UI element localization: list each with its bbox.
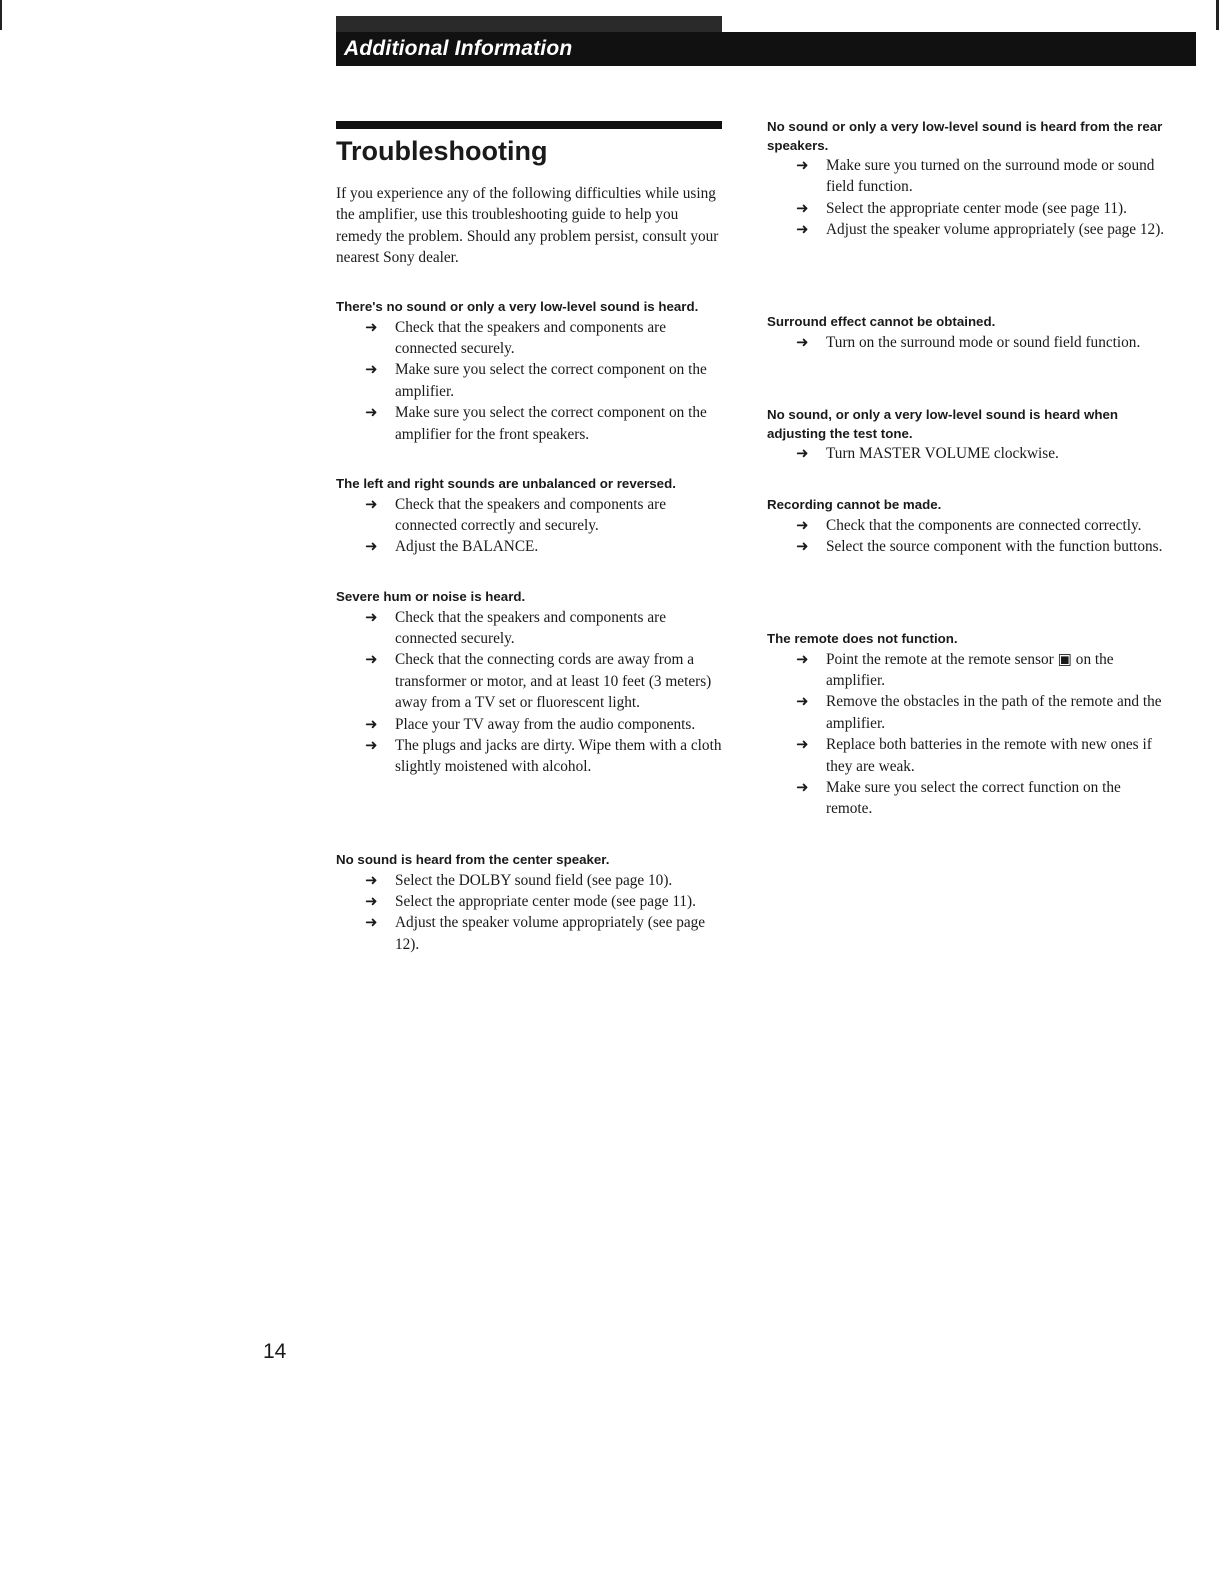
remedy-item [336,402,730,445]
arrow-icon: ➜ [796,220,809,239]
remedy-item [767,198,1167,219]
remedy-text: Remove the obstacles in the path of the remote and the amplifier. [826,693,1162,732]
remedy-item [767,515,1167,536]
arrow-icon: ➜ [796,692,809,711]
arrow-icon: ➜ [365,537,378,556]
arrow-icon: ➜ [365,607,378,626]
remedy-text: Place your TV away from the audio components. [395,715,696,733]
trouble-heading: Recording cannot be made. [767,497,942,512]
trouble-block-test-tone [767,406,1167,464]
remedy-item [767,332,1167,353]
arrow-icon: ➜ [796,444,809,462]
arrow-icon: ➜ [365,714,378,733]
remedy-text: Check that the connecting cords are away from a transformer or motor, and at least 10 feet (3 meters) away from a TV set or fluorescent light. [395,651,712,712]
trouble-heading: Surround effect cannot be obtained. [767,314,996,329]
remedy-text: Adjust the speaker volume appropriately (see page 12). [826,221,1165,239]
remedy-text: Adjust the speaker volume appropriately (see page 12). [395,914,706,953]
remedy-item [336,891,730,912]
intro-paragraph: If you experience any of the following difficulties while using the amplifier, use this troubleshooting guide to help you remedy the problem. Should any problem persist, consult your nearest Sony dealer. [336,185,719,267]
trouble-heading: No sound is heard from the center speaker. [336,852,610,867]
remedy-text: Check that the speakers and components are connected securely. [395,318,666,357]
remedy-item [336,317,730,360]
trouble-heading: There's no sound or only a very low-level sound is heard. [336,299,699,314]
arrow-icon: ➜ [796,515,809,534]
remedy-item [767,649,1167,692]
remedy-text: Select the DOLBY sound field (see page 10). [395,871,673,889]
remedy-item [767,536,1167,557]
remedy-text: Turn on the surround mode or sound field function. [826,333,1141,351]
section-title: Troubleshooting [336,136,548,166]
remedy-item [336,649,730,713]
trouble-heading: The left and right sounds are unbalanced or reversed. [336,476,676,491]
trouble-heading: No sound, or only a very low-level sound is heard when adjusting the test tone. [767,407,1118,441]
arrow-icon: ➜ [365,735,378,754]
remedy-text: Make sure you select the correct function on the remote. [826,778,1121,818]
remedy-item [767,443,1167,464]
remedy-item [767,734,1167,777]
arrow-icon: ➜ [796,332,809,351]
remedy-text: Point the remote at the remote sensor ▣ on the amplifier. [826,650,1114,689]
remedy-item [336,870,730,891]
remedy-text: Make sure you turned on the surround mode or sound field function. [826,157,1155,196]
remedy-text: Adjust the BALANCE. [395,538,539,556]
arrow-icon: ➜ [796,198,809,217]
arrow-icon: ➜ [365,360,378,379]
remedy-item [336,359,730,402]
header-title: Additional Information [344,37,573,60]
remedy-text: Check that the speakers and components are connected securely. [395,608,666,647]
trouble-block-remote [767,630,1167,820]
trouble-block-rear-speakers [767,118,1167,241]
remedy-list [767,155,1167,241]
header-texture-strip [336,16,722,32]
remedy-item [767,691,1167,734]
remedy-text: Select the appropriate center mode (see page 11). [395,892,696,910]
page-number: 14 [263,1340,287,1363]
trouble-block-hum [336,588,730,778]
remedy-list [336,870,730,956]
arrow-icon: ➜ [796,156,809,174]
trouble-block-unbalanced [336,475,730,558]
arrow-icon: ➜ [365,317,378,336]
trouble-heading: No sound or only a very low-level sound is heard from the rear speakers. [767,119,1163,153]
trouble-block-surround [767,313,1167,353]
remedy-item [336,494,730,537]
remedy-item [767,155,1167,198]
remedy-item [336,735,730,778]
section-rule [336,121,722,129]
arrow-icon: ➜ [365,870,378,889]
remedy-text: Make sure you select the correct component on the amplifier for the front speakers. [395,404,707,443]
remedy-item [336,607,730,650]
arrow-icon: ➜ [365,650,378,669]
remedy-text: Check that the components are connected correctly. [826,516,1142,534]
arrow-icon: ➜ [796,649,809,668]
trouble-block-no-sound [336,298,730,445]
trouble-block-center-speaker [336,851,730,955]
remedy-text: Make sure you select the correct component on the amplifier. [395,361,707,400]
arrow-icon: ➜ [365,891,378,910]
remedy-text: Check that the speakers and components are connected correctly and securely. [395,495,666,534]
remedy-text: Select the appropriate center mode (see page 11). [826,199,1127,217]
remedy-list [767,443,1167,464]
remedy-text: Select the source component with the function buttons. [826,537,1163,555]
remedy-list [767,515,1167,558]
remedy-item [767,777,1167,820]
arrow-icon: ➜ [365,494,378,513]
trouble-block-recording [767,496,1167,557]
arrow-icon: ➜ [365,913,378,932]
remedy-list [767,649,1167,820]
remedy-text: Turn MASTER VOLUME clockwise. [826,445,1059,462]
trouble-heading: The remote does not function. [767,631,958,646]
remedy-list [336,607,730,778]
arrow-icon: ➜ [365,403,378,422]
arrow-icon: ➜ [796,536,809,555]
arrow-icon: ➜ [796,777,809,796]
remedy-list [336,317,730,445]
remedy-text: Replace both batteries in the remote with new ones if they are weak. [826,736,1152,775]
remedy-item [336,536,730,557]
remedy-item [767,219,1167,240]
remedy-list [767,332,1167,353]
trouble-heading: Severe hum or noise is heard. [336,589,526,604]
remedy-item [336,912,730,955]
remedy-list [336,494,730,558]
scan-edge-mark-left [0,0,2,30]
scan-edge-mark-right [1216,0,1219,30]
arrow-icon: ➜ [796,735,809,754]
remedy-item [336,714,730,735]
remedy-text: The plugs and jacks are dirty. Wipe them with a cloth slightly moistened with alcohol. [395,736,722,776]
